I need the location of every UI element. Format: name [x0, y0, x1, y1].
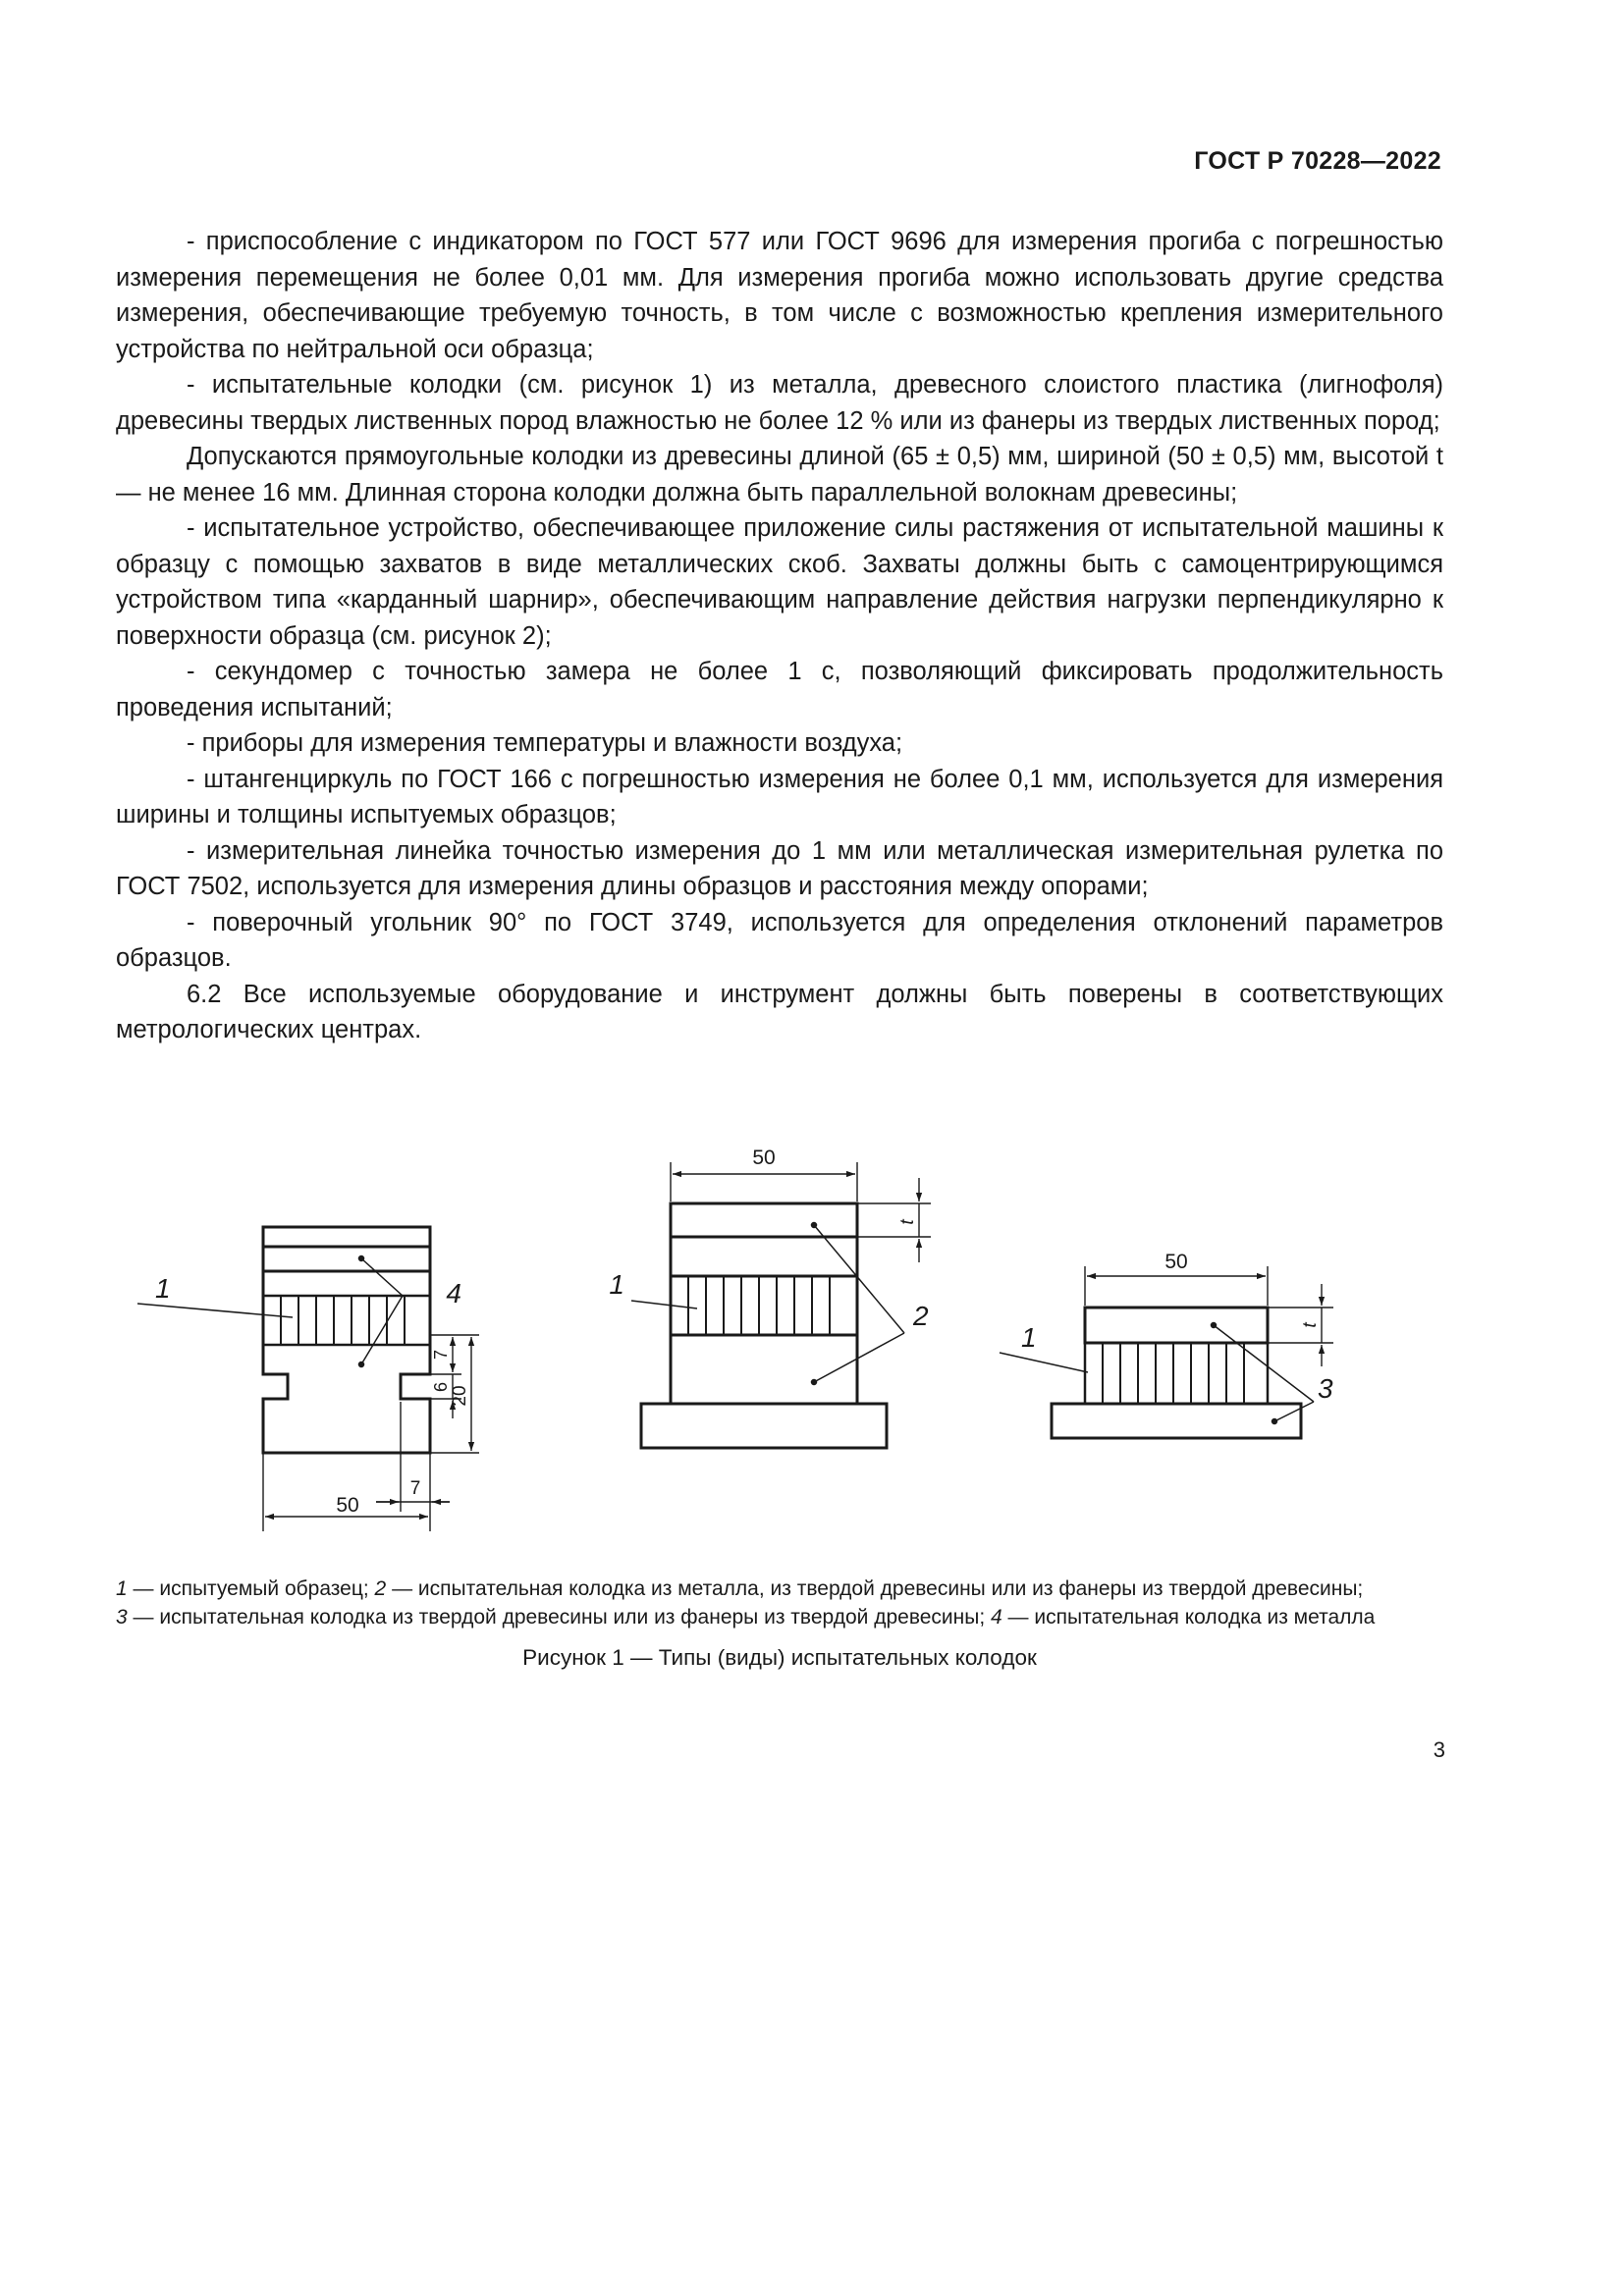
- callout-1: 1: [609, 1269, 624, 1300]
- dim-t-label: t: [1300, 1322, 1321, 1328]
- figure-test-blocks: [116, 1139, 1443, 1551]
- dim-t-label: t: [897, 1219, 918, 1225]
- block-type-3: [1052, 1308, 1301, 1438]
- callout-3: 3: [1318, 1373, 1333, 1404]
- paragraph: 6.2 Все используемые оборудование и инструмент должны быть поверены в соответствующих метрологических центрах.: [116, 980, 1443, 1043]
- legend-line: [116, 1603, 1443, 1631]
- page-number: 3: [1433, 1737, 1445, 1762]
- block-type-2: [641, 1203, 887, 1448]
- legend-number: 1: [116, 1577, 128, 1600]
- paragraph: - приспособление с индикатором по ГОСТ 577 или ГОСТ 9696 для измерения прогиба с погрешностью измерения перемещения не более 0,01 мм. Для измерения прогиба можно использовать другие средства измерения, обеспечивающие требуемую точность, в том числе с возможностью крепления измерительного устройства по нейтральной оси образца;: [116, 228, 1443, 363]
- callout-1: 1: [155, 1273, 171, 1304]
- legend-text: — испытуемый образец;: [127, 1577, 375, 1600]
- callout-lines-2: [631, 1223, 904, 1385]
- dimensions-1: [263, 1335, 479, 1531]
- figure-caption: Рисунок 1 — Типы (виды) испытательных колодок: [522, 1645, 1037, 1670]
- paragraph: - поверочный угольник 90° по ГОСТ 3749, используется для определения отклонений параметров образцов.: [116, 908, 1443, 972]
- callout-4: 4: [446, 1278, 461, 1308]
- body-text: [116, 224, 1443, 1048]
- legend-line: [116, 1575, 1443, 1603]
- dim-width-label: 50: [1164, 1251, 1188, 1273]
- base-plate-3: [1052, 1404, 1301, 1438]
- callout-2: 2: [913, 1301, 929, 1331]
- legend-number: 3: [116, 1606, 128, 1629]
- paragraph: - испытательное устройство, обеспечивающее приложение силы растяжения от испытательной машины к образцу с помощью захватов в виде металлических скоб. Захваты должны быть с самоцентрирующимся устройством типа «карданный шарнир», обеспечивающим направление действия нагрузки перпендикулярно к поверхности образца (см. рисунок 2);: [116, 514, 1443, 650]
- dimensions-2: [671, 1162, 931, 1262]
- specimen-3: [1085, 1343, 1268, 1404]
- block-type-1: [263, 1227, 430, 1453]
- paragraph: - штангенциркуль по ГОСТ 166 с погрешностью измерения не более 0,1 мм, используется для измерения ширины и толщины испытуемых образцов;: [116, 765, 1443, 828]
- dim-notch-label: 6: [431, 1381, 451, 1393]
- legend-text: — испытательная колодка из твердой древесины или из фанеры из твердой древесины;: [127, 1606, 992, 1629]
- dim-top-label: 7: [431, 1349, 451, 1361]
- paragraph: - измерительная линейка точностью измерения до 1 мм или металлическая измерительная рулетка по ГОСТ 7502, используется для измерения длины образцов и расстояния между опорами;: [116, 836, 1443, 900]
- base-plate-2: [641, 1404, 887, 1448]
- dim-notch-width-label: 7: [409, 1478, 421, 1499]
- dim-height-label: 20: [450, 1385, 470, 1407]
- document-number: ГОСТ Р 70228—2022: [1194, 147, 1441, 175]
- paragraph: Допускаются прямоугольные колодки из древесины длиной (65 ± 0,5) мм, шириной (50 ± 0,5) мм, высотой t — не менее 16 мм. Длинная сторона колодки должна быть параллельной волокнам древесины;: [116, 443, 1443, 507]
- callout-1: 1: [1021, 1322, 1037, 1353]
- legend-text: — испытательная колодка из металла: [1001, 1606, 1376, 1629]
- dim-width-label: 50: [752, 1147, 776, 1169]
- paragraph: - испытательные колодки (см. рисунок 1) из металла, древесного слоистого пластика (лигнофоля) древесины твердых лиственных пород влажностью не более 12 % или из фанеры из твердых лиственных пород;: [116, 371, 1443, 435]
- figure-legend: [116, 1575, 1443, 1631]
- dim-width-label: 50: [336, 1494, 359, 1517]
- paragraph: - секундомер с точностью замера не более 1 с, позволяющий фиксировать продолжительность проведения испытаний;: [116, 658, 1443, 721]
- legend-number: 2: [374, 1577, 387, 1600]
- legend-text: — испытательная колодка из металла, из твердой древесины или из фанеры из твердой древесины;: [386, 1577, 1364, 1600]
- paragraph: - приборы для измерения температуры и влажности воздуха;: [187, 729, 903, 757]
- legend-number: 4: [991, 1606, 1002, 1629]
